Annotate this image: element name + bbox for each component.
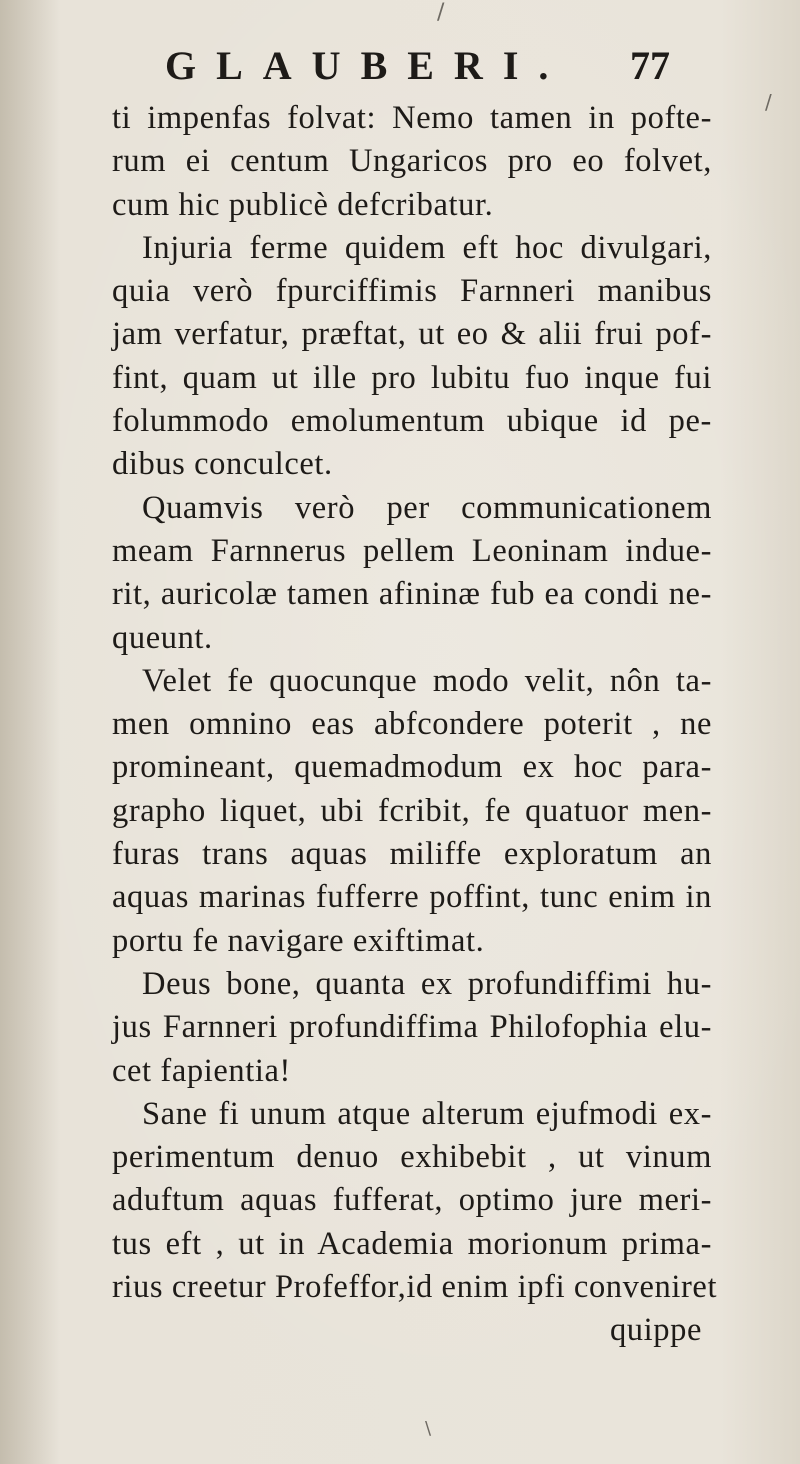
text-line: promineant, quemadmodum ex hoc para- bbox=[112, 749, 712, 786]
running-head-title: GLAUBERI. bbox=[165, 43, 569, 88]
text-line: perimentum denuo exhibebit , ut vinum bbox=[112, 1139, 712, 1176]
stray-mark-bottom: \ bbox=[425, 1418, 432, 1439]
text-line: aquas marinas fufferre poffint, tunc enim in bbox=[112, 879, 712, 916]
text-line: rius creetur Profeffor,id enim ipfi conveniret bbox=[112, 1269, 718, 1306]
text-line: dibus conculcet. bbox=[112, 446, 333, 483]
text-line: ti impenfas folvat: Nemo tamen in pofte- bbox=[112, 100, 712, 136]
page-number: 77 bbox=[630, 43, 670, 88]
text-line: portu fe navigare exiftimat. bbox=[112, 922, 485, 959]
text-line: jus Farnneri profundiffima Philofophia elu- bbox=[112, 1009, 712, 1046]
text-line: grapho liquet, ubi fcribit, fe quatuor men- bbox=[112, 792, 712, 829]
text-line: quia verò fpurciffimis Farnneri manibus bbox=[112, 273, 712, 310]
text-line: folummodo emolumentum ubique id pe- bbox=[112, 403, 712, 440]
text-line: queunt. bbox=[112, 619, 213, 656]
stray-mark-top: / bbox=[437, 0, 445, 25]
text-line: fint, quam ut ille pro lubitu fuo inque fui bbox=[112, 359, 712, 396]
text-line: Sane fi unum atque alterum ejufmodi ex- bbox=[142, 1095, 712, 1132]
stray-mark-right: / bbox=[765, 90, 772, 114]
running-head bbox=[165, 42, 670, 92]
text-line: meam Farnnerus pellem Leoninam indue- bbox=[112, 532, 712, 569]
text-line: tus eft , ut in Academia morionum prima- bbox=[112, 1225, 712, 1262]
text-line: furas trans aquas miliffe exploratum an bbox=[112, 836, 712, 873]
text-line: cum hic publicè defcribatur. bbox=[112, 186, 494, 223]
text-line: jam verfatur, præftat, ut eo & alii frui pof- bbox=[112, 316, 712, 353]
text-line: Injuria ferme quidem eft hoc divulgari, bbox=[142, 229, 712, 266]
gutter-shadow bbox=[0, 0, 60, 1464]
catchword: quippe bbox=[609, 1312, 702, 1349]
text-line: aduftum aquas fufferat, optimo jure meri- bbox=[112, 1182, 712, 1219]
text-line: men omnino eas abfcondere poterit , ne bbox=[112, 706, 712, 743]
text-line: Velet fe quocunque modo velit, nôn ta- bbox=[142, 662, 712, 699]
text-line: Deus bone, quanta ex profundiffimi hu- bbox=[142, 965, 712, 1002]
text-line: rit, auricolæ tamen afininæ fub ea condi ne- bbox=[112, 576, 712, 613]
text-line: cet fapientia! bbox=[112, 1052, 291, 1089]
text-line: Quamvis verò per communicationem bbox=[142, 489, 712, 526]
body-text bbox=[112, 97, 718, 1353]
text-line: rum ei centum Ungaricos pro eo folvet, bbox=[112, 143, 712, 180]
